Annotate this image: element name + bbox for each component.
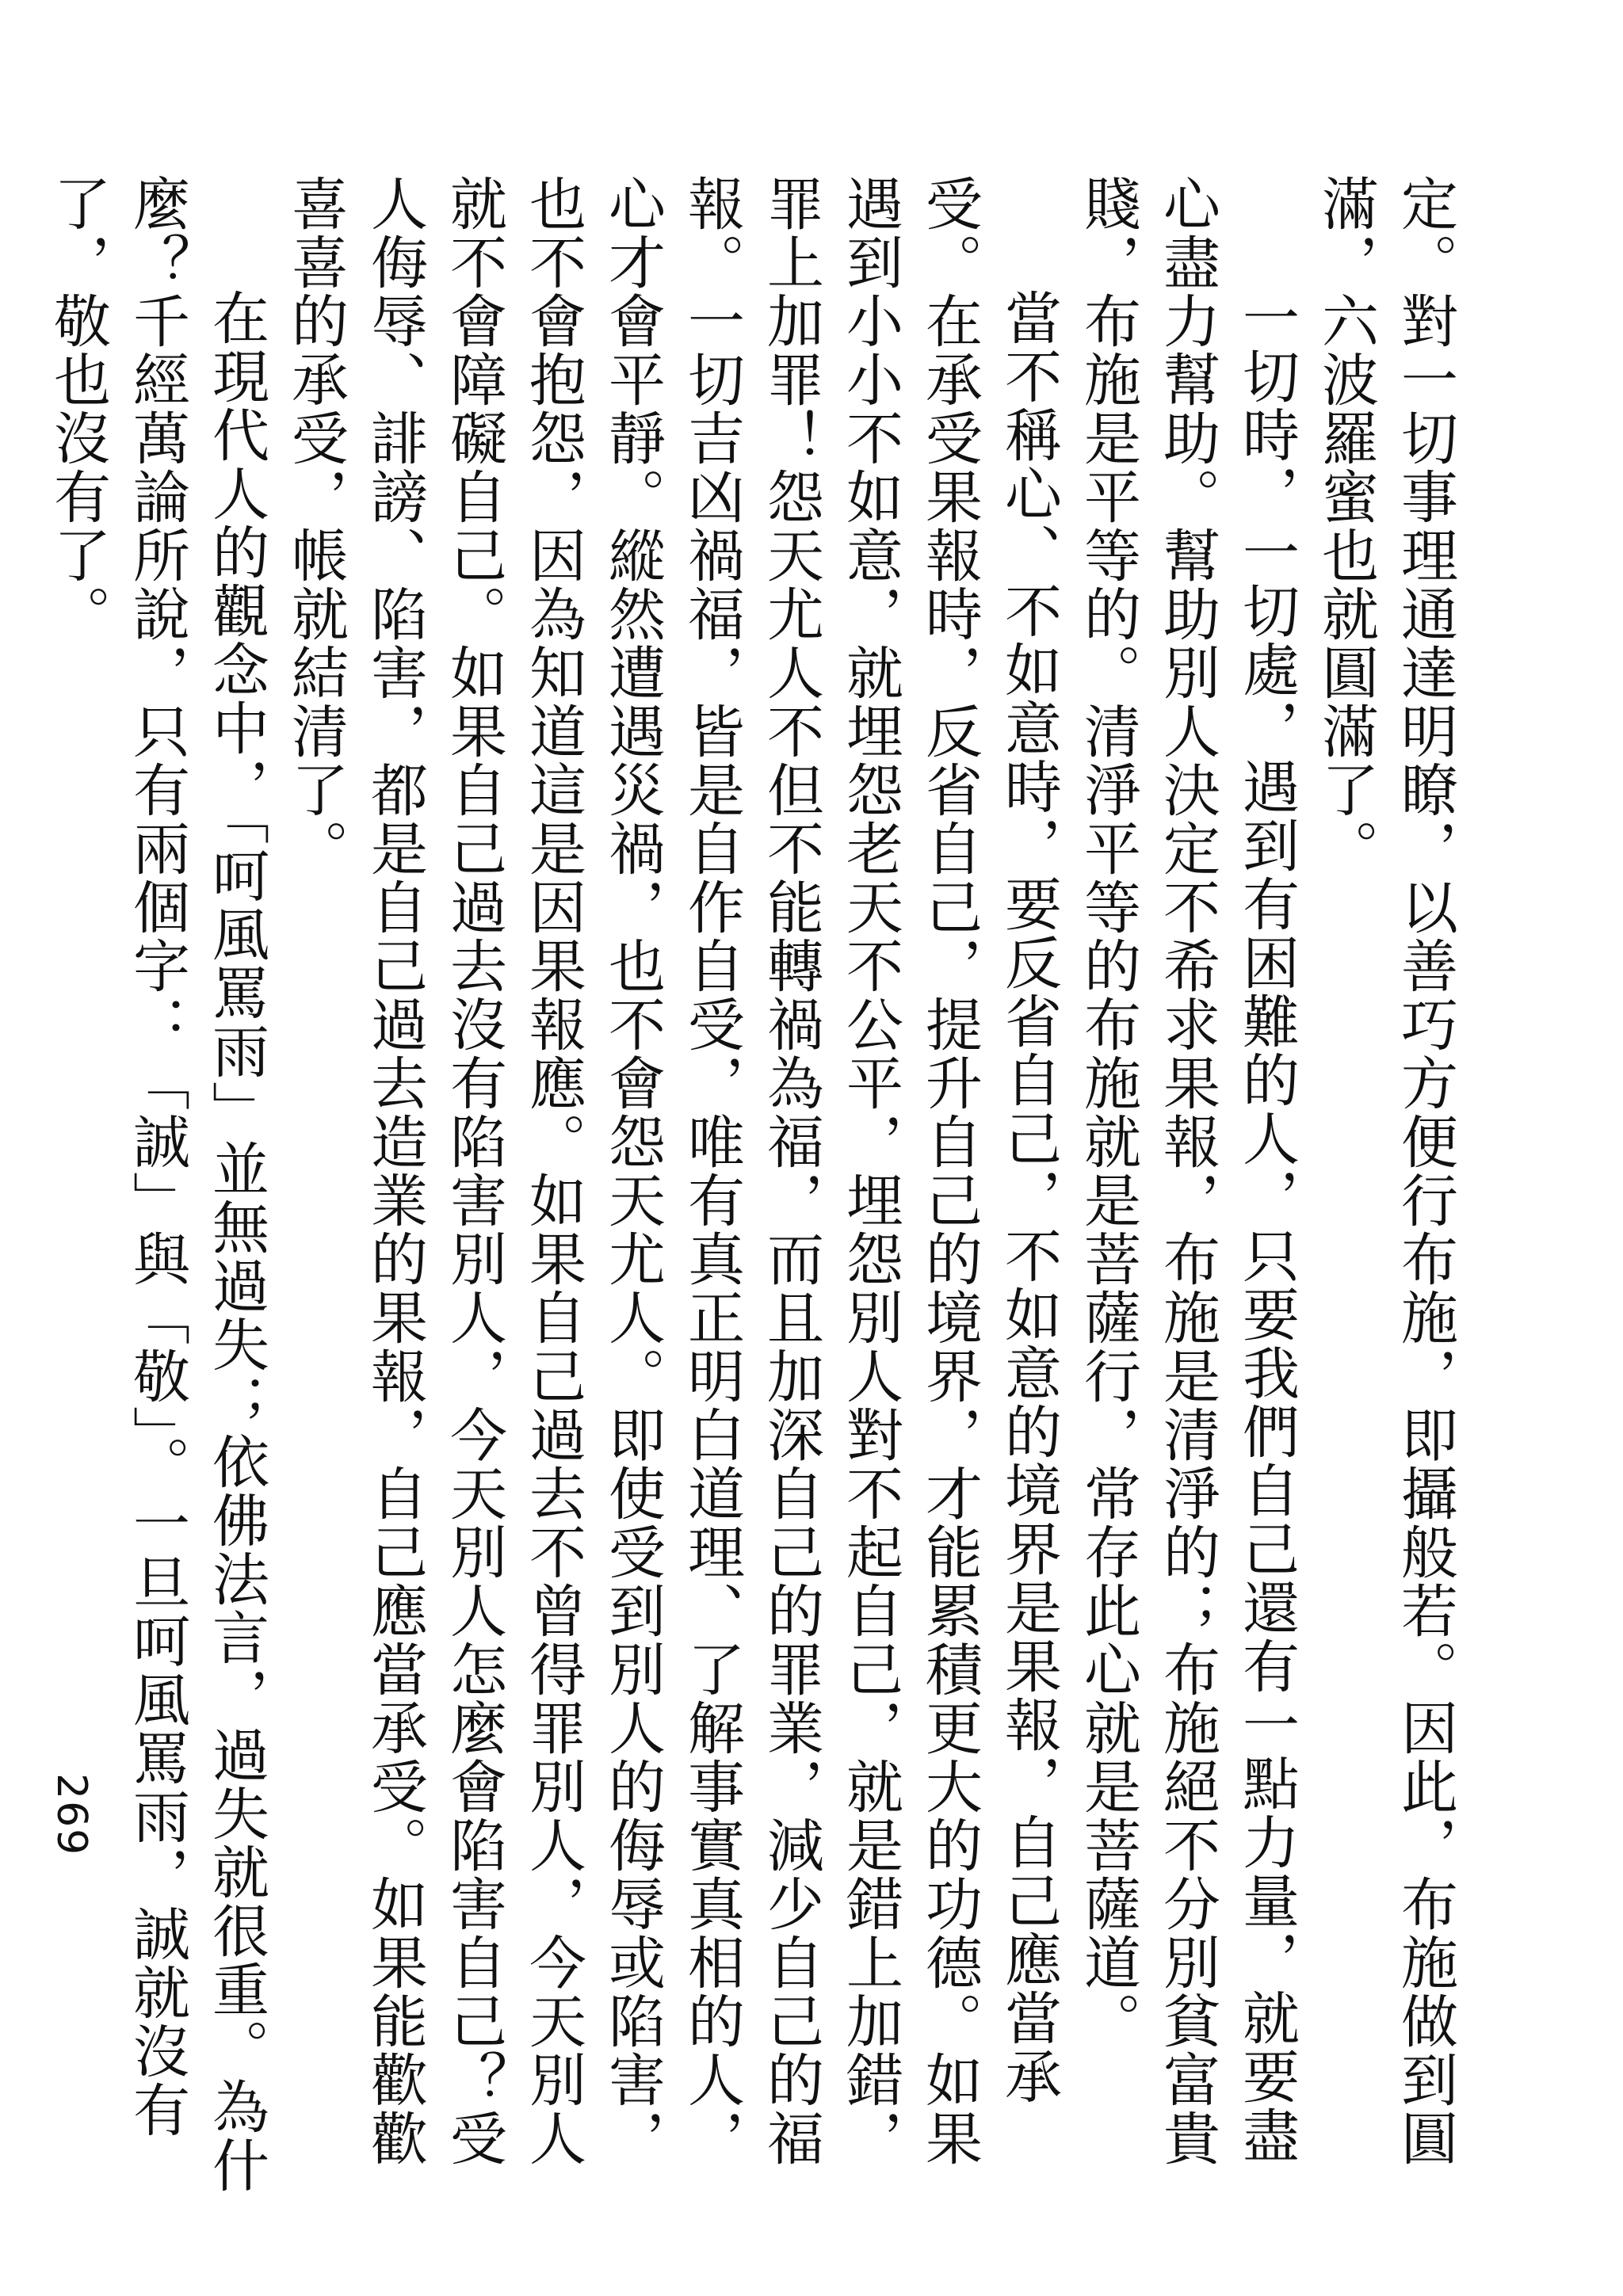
paragraph-reflection: 當不稱心、不如意時，要反省自己，不如意的境界是果報，自己應當承受。在承受果報時，反省自己，提升自己的境界，才能累積更大的功德。如果遇到小小不如意，就埋怨老天不公平，埋怨別人對不起自己，就是錯上加錯，罪上加罪！怨天尤人不但不能轉禍為福，而且加深自己的罪業，減少自己的福報。一切吉凶禍福，皆是自作自受，唯有真正明白道理、了解事實真相的人，心才會平靜。縱然遭遇災禍，也不會怨天尤人。即使受到別人的侮辱或陷害，也不會抱怨，因為知道這是因果報應。如果自己過去不曾得罪別人，今天別人就不會障礙自己。如果自己過去沒有陷害別人，今天別人怎麼會陷害自己？受人侮辱、誹謗、陷害，都是自己過去造業的果報，自己應當承受。如果能歡歡喜喜的承受，帳就結清了。 xyxy=(282,174,1062,2168)
vertical-text-body xyxy=(38,174,1465,2203)
paragraph-sincerity: 在現代人的觀念中，「呵風罵雨」並無過失；依佛法言，過失就很重。為什麼？千經萬論所說，只有兩個字：「誠」與「敬」。一旦呵風罵雨，誠就沒有了，敬也沒有了。 xyxy=(44,174,269,2195)
page-number: 269 xyxy=(48,1773,95,1857)
paragraph-giving: 一切時，一切處，遇到有困難的人，只要我們自己還有一點力量，就要盡心盡力幫助。幫助別人決定不希求果報，布施是清淨的；布施絕不分別貧富貴賤，布施是平等的。清淨平等的布施就是菩薩行，常存此心就是菩薩道。 xyxy=(1075,174,1300,2168)
paragraph-continuation: 定。對一切事理通達明瞭，以善巧方便行布施，即攝般若。因此，布施做到圓滿，六波羅蜜也就圓滿了。 xyxy=(1312,174,1458,2168)
